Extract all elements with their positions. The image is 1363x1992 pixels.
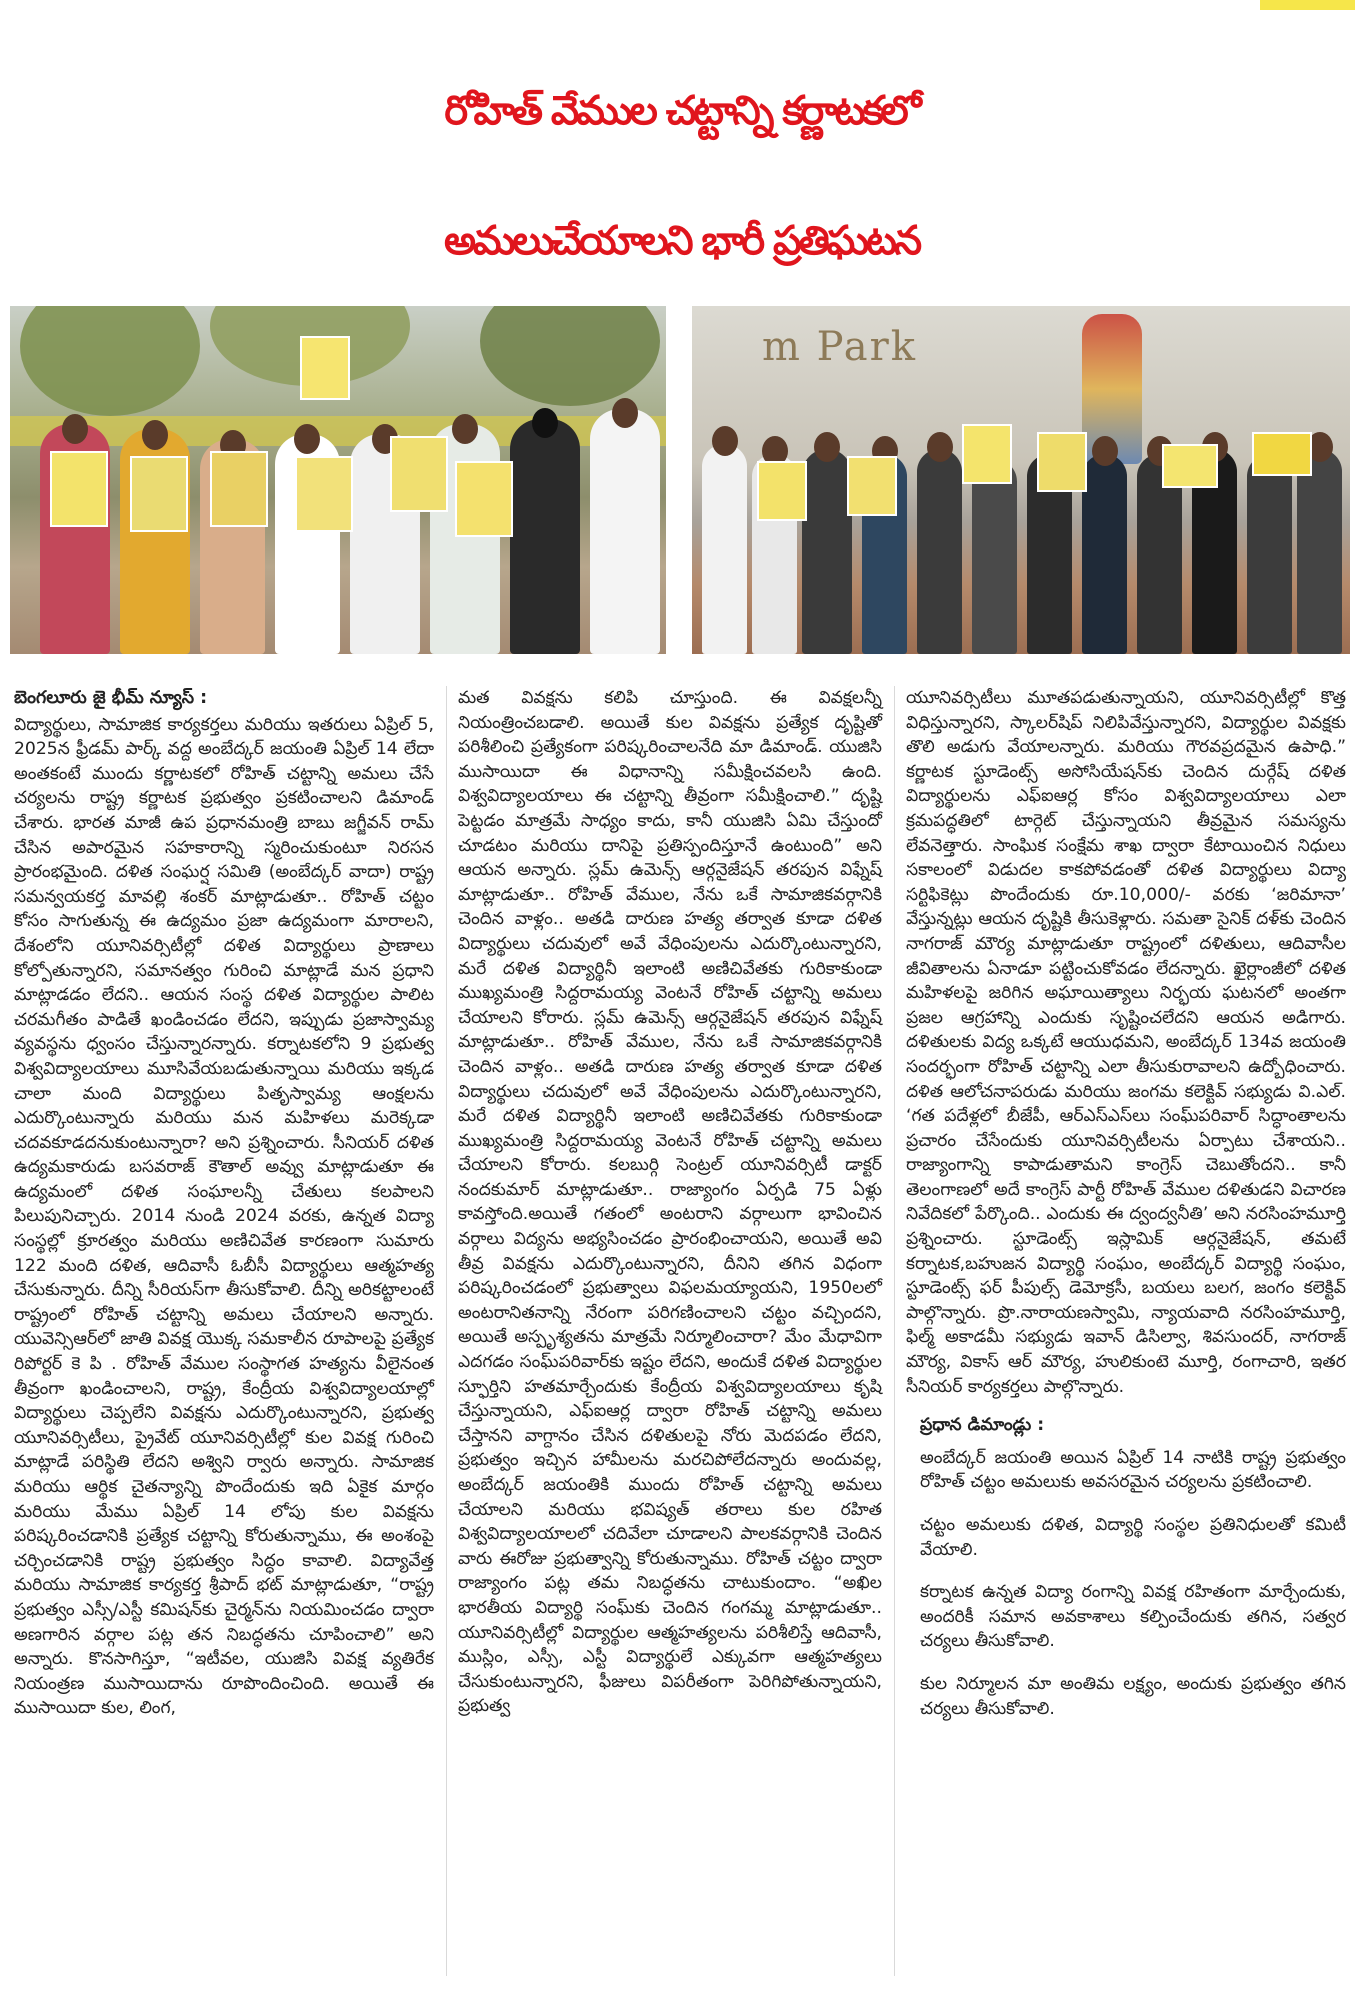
article-column-1 xyxy=(14,686,434,1721)
column-divider xyxy=(894,686,895,1976)
article-paragraph: మత వివక్షను కలిపి చూస్తుంది. ఈ వివక్షలన్నీ నియంత్రించబడాలి. అయితే కుల వివక్షను ప్రత్యేక దృష్టితో పరిశీలించి ప్రత్యేకంగా పరిష్కరించాలనేది మా డిమాండ్. యుజిసి ముసాయిదా ఈ విధానాన్ని సమీక్షించవలసి ఉంది. విశ్వవిద్యాలయాలు ఈ చట్టాన్ని తీవ్రంగా సమీక్షించాలి.” దృష్టి పెట్టడం మాత్రమే సాధ్యం కాదు, కానీ యుజిసి ఏమి చేస్తుందో చూడటం మరియు దానిపై ప్రతిస్పందిస్తూనే ఉంటుంది” అని ఆయన అన్నారు. స్లమ్ ఉమెన్స్ ఆర్గనైజేషన్ తరపున విఫ్నేష్ మాట్లాడుతూ.. రోహిత్ వేముల, నేను ఒకే సామాజికవర్గానికి చెందిన వాళ్లం.. అతడి దారుణ హత్య తర్వాత కూడా దళిత విద్యార్థులు చదువులో అవే వేధింపులను ఎదుర్కొంటున్నారని, మరే దళిత విద్యార్థినీ ఇలాంటి అణిచివేతకు గురికాకుండా ముఖ్యమంత్రి సిద్దరామయ్య వెంటనే రోహిత్ చట్టాన్ని అమలు చేయాలని కోరారు. స్లమ్ ఉమెన్స్ ఆర్గనైజేషన్ తరపున విఫ్నేష్ మాట్లాడుతూ.. రోహిత్ వేముల, నేను ఒకే సామాజికవర్గానికి చెందిన వాళ్లం.. అతడి దారుణ హత్య తర్వాత కూడా దళిత విద్యార్థులు చదువులో అవే వేధింపులను ఎదుర్కొంటున్నారని, మరే దళిత విద్యార్థినీ ఇలాంటి అణిచివేతకు గురికాకుండా ముఖ్యమంత్రి సిద్దరామయ్య వెంటనే రోహిత్ చట్టాన్ని అమలు చేయాలని కోరారు. కలబుర్గి సెంట్రల్ యూనివర్సిటీ డాక్టర్ నందకుమార్ మాట్లాడుతూ.. రాజ్యాంగం ఏర్పడి 75 ఏళ్లు కావస్తోంది.అయితే గతంలో అంటరాని వర్గాలుగా భావించిన వర్గాలు విద్యను అభ్యసించడం ప్రారంభించాయని, అయితే అవి తీవ్ర వివక్షను ఎదుర్కొంటున్నారని, దీనిని తగిన విధంగా పరిష్కరించడంలో ప్రభుత్వాలు విఫలమయ్యాయని, 1950లలో అంటరానితనాన్ని నేరంగా పరిగణించాలని చట్టం వచ్చిందని, అయితే అస్పృశ్యతను మాత్రమే నిర్మూలించారా? మేం మేధావిగా ఎదగడం సంఘ్‌పరివార్‌కు ఇష్టం లేదని, అందుకే దళిత విద్యార్థుల స్ఫూర్తిని హతమార్చేందుకు కేంద్రీయ విశ్వవిద్యాలయాలు కృషి చేస్తున్నాయని, ఎఫ్ఐఆర్ల ద్వారా రోహిత్ చట్టాన్ని అమలు చేస్తానని వాగ్దానం చేసిన దళితులపై నోరు మెదపడం లేదని, ప్రభుత్వం ఇచ్చిన హామీలను మరచిపోలేదన్నారు అందువల్ల, అంబేద్కర్ జయంతికి ముందు రోహిత్ చట్టాన్ని అమలు చేయాలని మరియు భవిష్యత్ తరాలు కుల రహిత విశ్వవిద్యాలయాలలో చదివేలా చూడాలని పాలకవర్గానికి చెందిన వారు ఈరోజు ప్రభుత్వాన్ని కోరుతున్నాము. రోహిత్ చట్టం ద్వారా రాజ్యాంగం పట్ల తమ నిబద్ధతను చాటుకుందాం. “అఖిల భారతీయ విద్యార్థి సంఘ్‌కు చెందిన గంగమ్మ మాట్లాడుతూ.. యూనివర్సిటీల్లో విద్యార్థుల ఆత్మహత్యలను పరిశీలిస్తే ఆదివాసీ, ముస్లిం, ఎస్సీ, ఎస్టీ విద్యార్థులే ఎక్కువగా ఆత్మహత్యలు చేసుకుంటున్నారని, ఫీజులు విపరీతంగా పెరిగిపోతున్నాయని, ప్రభుత్వ xyxy=(458,688,882,1717)
column-divider xyxy=(446,686,447,1976)
demand-item: చట్టం అమలుకు దళిత, విద్యార్థి సంస్థల ప్రతినిధులతో కమిటీ వేయాలి. xyxy=(920,1515,1346,1560)
headline-line-2: అమలుచేయాలని భారీ ప్రతిఘటన xyxy=(443,217,920,264)
demand-item: అంబేద్కర్ జయంతి అయిన ఏప్రిల్ 14 నాటికి రాష్ట్ర ప్రభుత్వం రోహిత్ చట్టం అమలుకు అవసరమైన చర్యలను ప్రకటించాలి. xyxy=(920,1447,1346,1493)
corner-color-mark xyxy=(1260,0,1355,10)
demand-item: కుల నిర్మూలన మా అంతిమ లక్ష్యం, అందుకు ప్రభుత్వం తగిన చర్యలు తీసుకోవాలి. xyxy=(920,1673,1346,1719)
headline-line-1: రోహిత్ వేముల చట్టాన్ని కర్ణాటకలో xyxy=(444,87,919,134)
byline: బెంగలూరు జై భీమ్ న్యూస్ : xyxy=(14,688,208,708)
demand-item: కర్నాటక ఉన్నత విద్యా రంగాన్ని వివక్ష రహితంగా మార్చేందుకు, అందరికీ సమాన అవకాశాలు కల్పించేందుకు తగిన, సత్వర చర్యలు తీసుకోవాలి. xyxy=(920,1582,1346,1652)
article-paragraph: విద్యార్థులు, సామాజిక కార్యకర్తలు మరియు ఇతరులు ఏప్రిల్ 5, 2025న ఫ్రీడమ్ పార్క్ వద్ద అంబేద్కర్ జయంతి ఏప్రిల్ 14 లేదా అంతకంటే ముందు కర్ణాటకలో రోహిత్ చట్టాన్ని అమలు చేసే చర్యలను రాష్ట్ర కర్ణాటక ప్రభుత్వం ప్రకటించాలని డిమాండ్ చేశారు. భారత మాజీ ఉప ప్రధానమంత్రి బాబు జగ్జీవన్ రామ్ చేసిన అపారమైన సహకారాన్ని స్మరించుకుంటూ నిరసన ప్రారంభమైంది. దళిత సంఘర్ష సమితి (అంబేద్కర్ వాదా) రాష్ట్ర సమన్వయకర్త మావల్లి శంకర్ మాట్లాడుతూ.. రోహిత్ చట్టం కోసం సాగుతున్న ఈ ఉద్యమం ప్రజా ఉద్యమంగా మారాలని, దేశంలోని యూనివర్సిటీల్లో దళిత విద్యార్థులు ప్రాణాలు కోల్పోతున్నారని, సమానత్వం గురించి మాట్లాడే మన ప్రధాని మాట్లాడడం లేదని.. ఆయన సంస్థ దళిత విద్యార్థుల పాలిట చరమగీతం పాడితే ఖండించడం లేదని, ఇప్పుడు ప్రజాస్వామ్య వ్యవస్థను ధ్వంసం చేస్తున్నారన్నారు. కర్నాటకలోని 9 ప్రభుత్వ విశ్వవిద్యాలయాలు మూసివేయబడుతున్నాయి మరియు ఇక్కడ చాలా మంది విద్యార్థులు పితృస్వామ్య ఆంక్షలను ఎదుర్కొంటున్నారు మరియు మన మహిళలు మరెక్కడా చదవకూడదనుకుంటున్నారా? అని ప్రశ్నించారు. సీనియర్ దళిత ఉద్యమకారుడు బసవరాజ్ కౌతాల్ అవ్వు మాట్లాడుతూ ఈ ఉద్యమంలో దళిత సంఘాలన్నీ చేతులు కలపాలని పిలుపునిచ్చారు. 2014 నుండి 2024 వరకు, ఉన్నత విద్యా సంస్థల్లో క్రూరత్వం మరియు అణిచివేత కారణంగా సుమారు 122 మంది దళిత, ఆదివాసీ ఓబీసీ విద్యార్థులు ఆత్మహత్య చేసుకున్నారు. దీన్ని సీరియస్‌గా తీసుకోవాలి. దీన్ని అరికట్టాలంటే రాష్ట్రంలో రోహిత్ చట్టాన్ని అమలు చేయాలని అన్నారు. యువెన్సిఆర్‌లో జాతి వివక్ష యొక్క సమకాలీన రూపాలపై ప్రత్యేక రిపోర్టర్ కె పి . రోహిత్ వేముల సంస్థాగత హత్యను వీలైనంత తీవ్రంగా ఖండించాలని, రాష్ట్ర, కేంద్రీయ విశ్వవిద్యాలయాల్లో విద్యార్థులు చెప్పలేని వివక్షను ఎదుర్కొంటున్నారని, ప్రభుత్వ యూనివర్సిటీలు, ప్రైవేట్ యూనివర్సిటీల్లో కుల వివక్ష గురించి మాట్లాడే పరిస్థితి లేదని అశ్విని ర్వారు అన్నారు. సామాజిక మరియు ఆర్థిక చైతన్యాన్ని పొందేందుకు ఇది ఏకైక మార్గం మరియు మేము ఏప్రిల్ 14 లోపు కుల వివక్షను పరిష్కరించడానికి ప్రత్యేక చట్టాన్ని కోరుతున్నాము, ఈ అంశంపై చర్చించడానికి రాష్ట్ర ప్రభుత్వం సిద్ధం కావాలి. విద్యావేత్త మరియు సామాజిక కార్యకర్త శ్రీపాద్ భట్ మాట్లాడుతూ, “రాష్ట్ర ప్రభుత్వం ఎస్సీ/ఎస్టీ కమిషన్‌కు చైర్మన్‌ను నియమించడం ద్వారా అణగారిన వర్గాల పట్ల తన నిబద్ధతను చూపించాలి” అని అన్నారు. కొనసాగిస్తూ, “ఇటీవల, యుజిసి వివక్ష వ్యతిరేక నియంత్రణ ముసాయిదాను రూపొందించింది. అయితే ఈ ముసాయిదా కుల, లింగ, xyxy=(14,714,434,1719)
article-column-3 xyxy=(906,686,1346,1739)
park-sign-text: m Park xyxy=(762,324,917,370)
demands-heading: ప్రధాన డిమాండ్లు : xyxy=(920,1415,1045,1436)
protest-photo-left xyxy=(10,306,666,654)
article-paragraph: యూనివర్సిటీలు మూతపడుతున్నాయని, యూనివర్సిటీల్లో కొత్త విధిస్తున్నారని, స్కాలర్‌షిప్ నిలిపివేస్తున్నారని, విద్యార్థుల వివక్షకు తొలి అడుగు వేయాలన్నారు. మరియు గౌరవప్రదమైన ఉపాధి.” కర్ణాటక స్టూడెంట్స్ అసోసియేషన్‌కు చెందిన దుర్గేష్ దళిత విద్యార్థులను ఎఫ్ఐఆర్ల కోసం విశ్వవిద్యాలయాలు ఎలా క్రమపద్ధతిలో టార్గెట్ చేస్తున్నాయని తీవ్రమైన సమస్యను లేవనెత్తారు. సాంఘిక సంక్షేమ శాఖ ద్వారా కేటాయించిన నిధులు సకాలంలో విడుదల కాకపోవడంతో దళిత విద్యార్థులు విద్యా సర్టిఫికెట్లు పొందేందుకు రూ.10,000/- వరకు ‘జరిమానా’ వేస్తున్నట్లు ఆయన దృష్టికి తీసుకెళ్లారు. సమతా సైనిక్ దళ్‌కు చెందిన నాగరాజ్ మౌర్య మాట్లాడుతూ రాష్ట్రంలో దళితులు, ఆదివాసీల జీవితాలను ఏనాడూ పట్టించుకోవడం లేదన్నారు. ఖైర్లాంజీలో దళిత మహిళలపై జరిగిన అఘాయిత్యాలు నిర్భయ ఘటనలో అంతగా ప్రజల ఆగ్రహాన్ని ఎందుకు సృష్టించలేదని ఆయన అడిగారు. దళితులకు విద్య ఒక్కటే ఆయుధమని, అంబేద్కర్ 134వ జయంతి సందర్భంగా రోహిత్ చట్టాన్ని ఎలా తీసుకురావాలని ఉద్బోధించారు. దళిత ఆలోచనాపరుడు మరియు జంగమ కలెక్టివ్ సభ్యుడు వి.ఎల్. ‘గత పదేళ్లలో బీజేపీ, ఆర్ఎస్ఎస్‌లు సంఘ్‌పరివార్ సిద్ధాంతాలను ప్రచారం చేసేందుకు యూనివర్సిటీలను ఏర్పాటు చేశాయని.. రాజ్యాంగాన్ని కాపాడుతామని కాంగ్రెస్ చెబుతోందని.. కానీ తెలంగాణలో అదే కాంగ్రెస్ పార్టీ రోహిత్ వేముల దళితుడని విచారణ నివేదికలో పేర్కొంది.. ఎందుకు ఈ ద్వంద్వనీతి’ అని నరసింహమూర్తి ప్రశ్నించారు. స్టూడెంట్స్ ఇస్లామిక్ ఆర్గనైజేషన్, తమటే కర్నాటక,బహుజన విద్యార్థి సంఘం, అంబేద్కర్ విద్యార్థి సంఘం, స్టూడెంట్స్ ఫర్ పీపుల్స్ డెమోక్రసీ, బయలు బలగ, జంగం కలెక్టివ్ పాల్గొన్నారు. ప్రొ.నారాయణస్వామి, న్యాయవాది నరసింహమూర్తి, ఫిల్మ్ అకాడమీ సభ్యుడు ఇవాన్ డిసిల్వా, శివసుందర్, నాగరాజ్ మౌర్య, వికాస్ ఆర్ మౌర్య, హులికుంటె మూర్తి, రంగాచారి, ఇతర సీనియర్ కార్యకర్తలు పాల్గొన్నారు. xyxy=(906,688,1346,1397)
article-column-2 xyxy=(458,686,882,1719)
protest-photo-right xyxy=(692,306,1350,654)
